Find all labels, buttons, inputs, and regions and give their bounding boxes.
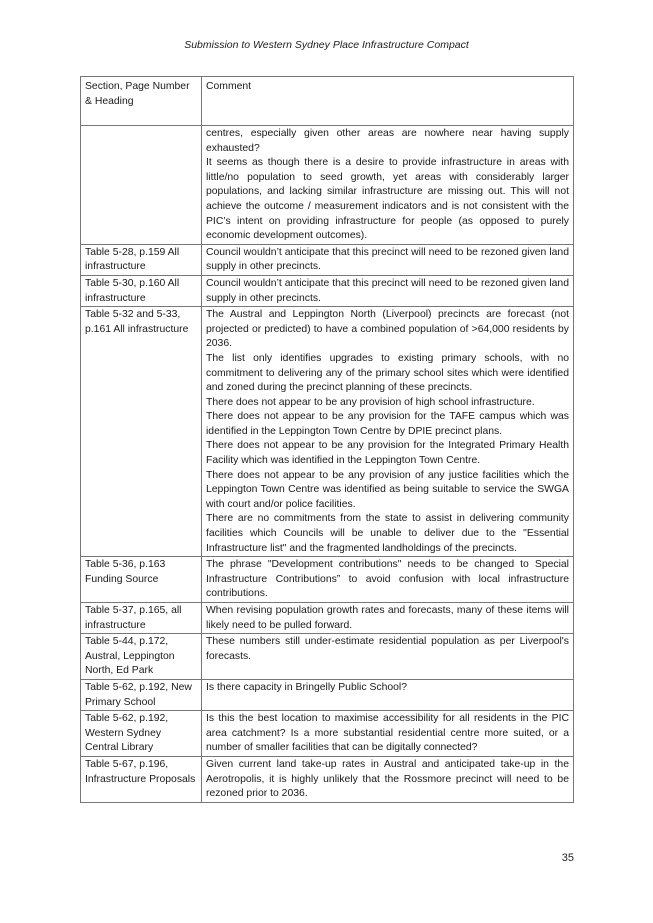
section-cell: Table 5-32 and 5-33, p.161 All infrastructure <box>81 307 202 557</box>
table-row <box>81 557 574 603</box>
comment-paragraph: When revising population growth rates and forecasts, many of these items will likely need to be pulled forward. <box>206 605 569 631</box>
table-row <box>81 275 574 306</box>
column-header-comment: Comment <box>202 77 574 126</box>
comment-paragraph: Is this the best location to maximise accessibility for all residents in the PIC area catchment? Is a more substantial residential centre more suited, or a number of smaller facilities that can be digitally connected? <box>206 713 569 754</box>
section-cell: Table 5-37, p.165, all infrastructure <box>81 603 202 634</box>
table-header-row <box>81 77 574 126</box>
table-row <box>81 307 574 557</box>
comment-paragraph: There does not appear to be any provision of high school infrastructure. <box>206 396 535 408</box>
table-row <box>81 756 574 802</box>
table-row <box>81 244 574 275</box>
comment-cell <box>202 126 574 245</box>
comment-cell <box>202 679 574 710</box>
comment-cell <box>202 603 574 634</box>
comment-paragraph: Is there capacity in Bringelly Public School? <box>206 681 407 693</box>
comment-cell <box>202 557 574 603</box>
comment-cell <box>202 756 574 802</box>
comment-paragraph: The phrase "Development contributions" needs to be changed to Special Infrastructure Contributions” to avoid confusion with local infrastructure contributions. <box>206 559 569 600</box>
comment-paragraph: There does not appear to be any provision of any justice facilities which the Leppington Town Centre was identified as being suitable to service the SWGA with court and/or police facilities. <box>206 469 569 510</box>
section-cell: Table 5-36, p.163 Funding Source <box>81 557 202 603</box>
comment-paragraph: The list only identifies upgrades to existing primary schools, with no commitment to delivering any of the primary school sites which were identified and zoned during the precinct planning of these precincts. <box>206 352 569 394</box>
comment-paragraph: There does not appear to be any provision for the TAFE campus which was identified in the Leppington Town Centre by DPIE precinct plans. <box>206 411 569 437</box>
comment-paragraph: These numbers still under-estimate residential population as per Liverpool's forecasts. <box>206 636 569 662</box>
section-cell: Table 5-67, p.196, Infrastructure Proposals <box>81 756 202 802</box>
comment-cell <box>202 711 574 757</box>
page-number: 35 <box>561 852 574 864</box>
table-row <box>81 126 574 245</box>
comment-paragraph: There are no commitments from the state to assist in delivering community facilities which Councils will be unable to deliver due to the "Essential Infrastructure list" and the fragmented landholdings of the precincts. <box>206 513 569 554</box>
comment-cell <box>202 634 574 680</box>
comment-paragraph: There does not appear to be any provision for the Integrated Primary Health Facility which was identified in the Leppington Town Centre. <box>206 440 569 467</box>
table-row <box>81 603 574 634</box>
column-header-section: Section, Page Number & Heading <box>81 77 202 126</box>
comment-paragraph: The Austral and Leppington North (Liverpool) precincts are forecast (not projected or predicted) to have a combined population of >64,000 residents by 2036. <box>206 309 569 350</box>
comment-paragraph: centres, especially given other areas are nowhere near having supply exhausted? <box>206 128 569 154</box>
comment-cell <box>202 275 574 306</box>
comment-paragraph: Council wouldn’t anticipate that this precinct will need to be rezoned given land supply in other precincts. <box>206 277 569 304</box>
table-row <box>81 711 574 757</box>
comment-paragraph: Council wouldn’t anticipate that this precinct will need to be rezoned given land supply in other precincts. <box>206 246 569 273</box>
section-cell <box>81 126 202 245</box>
section-cell: Table 5-62, p.192, New Primary School <box>81 679 202 710</box>
section-cell: Table 5-28, p.159 All infrastructure <box>81 244 202 275</box>
section-cell: Table 5-62, p.192, Western Sydney Central Library <box>81 711 202 757</box>
comment-cell <box>202 244 574 275</box>
running-header: Submission to Western Sydney Place Infrastructure Compact <box>184 39 469 51</box>
section-cell: Table 5-44, p.172, Austral, Leppington North, Ed Park <box>81 634 202 680</box>
section-cell: Table 5-30, p.160 All infrastructure <box>81 275 202 306</box>
comment-paragraph: It seems as though there is a desire to provide infrastructure in areas with little/no population to seed growth, yet areas with considerably larger populations, and lacking similar infrastructure are missing out. This will not achieve the outcome / measurement indicators and is not consistent with the PIC’s intent on providing infrastructure for people (as opposed to purely economic development outcomes). <box>206 157 569 242</box>
table-row <box>81 634 574 680</box>
comment-paragraph: Given current land take-up rates in Austral and anticipated take-up in the Aerotropolis, it is highly unlikely that the Rossmore precinct will need to be rezoned prior to 2036. <box>206 758 569 800</box>
table-row <box>81 679 574 710</box>
comment-cell <box>202 307 574 557</box>
comments-table <box>80 76 574 803</box>
